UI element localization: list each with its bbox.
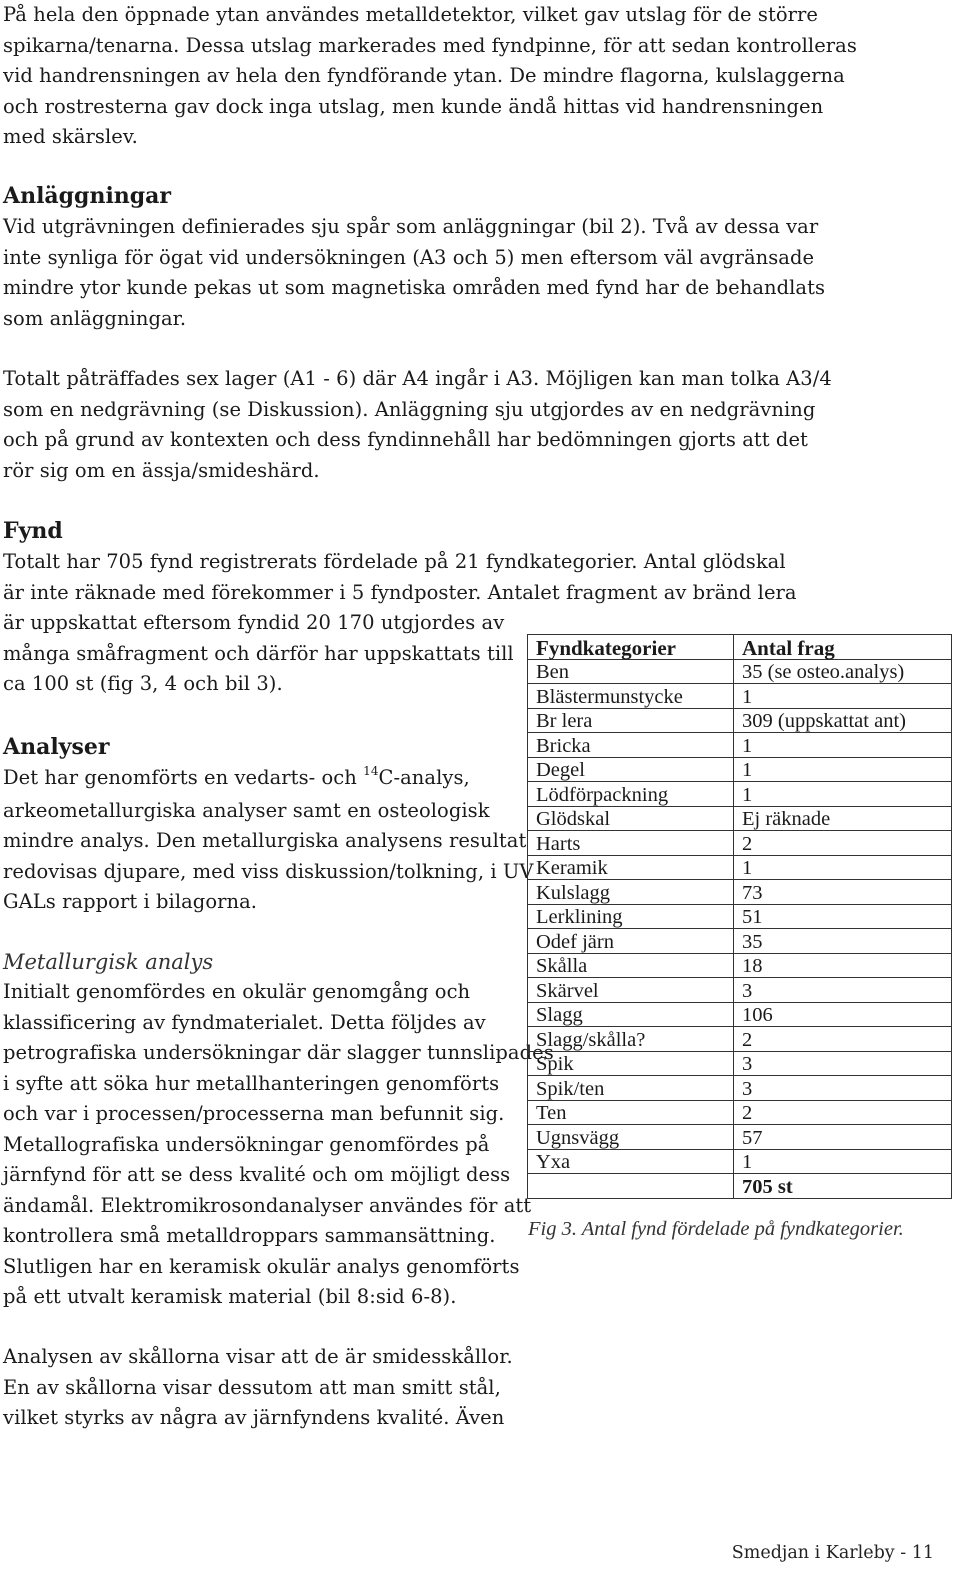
table-row [528,978,952,1003]
category-cell: Degel [528,757,734,782]
text-line: mindre ytor kunde pekas ut som magnetiska områden med fynd har de behandlats [3,276,826,299]
text-fragment: Det har genomförts en vedarts- och [3,766,364,789]
text-line: Initialt genomfördes en okulär genomgång och [3,980,471,1003]
table-row [528,1002,952,1027]
section-heading-analyser: Analyser [3,734,110,760]
text-line: på ett utvalt keramisk material (bil 8:sid 6-8). [3,1285,457,1308]
category-cell: Harts [528,831,734,856]
text-line: En av skållorna visar dessutom att man smitt stål, [3,1375,501,1399]
table-row [528,1125,952,1150]
text-line: med skärslev. [3,125,138,148]
category-cell: Blästermunstycke [528,684,734,709]
section-heading-anlaggningar: Anläggningar [3,183,172,209]
superscript-isotope: 14 [363,764,379,778]
table-row [528,733,952,758]
count-cell: 1 [734,757,952,782]
fynd-paragraph-full [3,547,797,608]
table-body [528,659,952,1198]
category-cell: Lödförpackning [528,782,734,807]
text-line: som en nedgrävning (se Diskussion). Anläggning sju utgjordes av en nedgrävning [3,397,816,421]
text-line: Vid utgrävningen definierades sju spår som anläggningar (bil 2). Två av dessa var [3,215,819,238]
table-row [528,953,952,978]
category-cell: Br lera [528,708,734,733]
text-line: Analysen av skållorna visar att de är smidesskållor. [3,1345,513,1368]
text-line: På hela den öppnade ytan användes metalldetektor, vilket gav utslag för de större [3,3,818,26]
text-line: Totalt påträffades sex lager (A1 - 6) där A4 ingår i A3. Möjligen kan man tolka A3/4 [3,367,832,390]
column-header: Antal frag [734,635,952,660]
text-line: vid handrensningen av hela den fyndförande ytan. De mindre flagorna, kulslaggerna [3,64,845,87]
category-cell: Skålla [528,953,734,978]
count-cell: 2 [734,1100,952,1125]
count-cell: 1 [734,733,952,758]
text-line: ändamål. Elektromikrosondanalyser användes för att [3,1193,532,1217]
anlaggningar-paragraph-1 [3,212,826,334]
text-line: och på grund av kontexten och dess fyndinnehåll har bedömningen gjorts att det [3,428,808,451]
count-cell: 3 [734,978,952,1003]
table-row [528,1076,952,1101]
category-cell: Glödskal [528,806,734,831]
table-row [528,855,952,880]
count-cell: 1 [734,684,952,709]
table-row [528,708,952,733]
text-line: mindre analys. Den metallurgiska analysens resultat [3,829,527,852]
subheading-metallurgisk-analys: Metallurgisk analys [3,950,214,974]
category-cell: Keramik [528,855,734,880]
category-cell: Spik/ten [528,1076,734,1101]
text-line: är inte räknade med förekommer i 5 fyndposter. Antalet fragment av bränd lera [3,580,797,604]
category-cell: Bricka [528,733,734,758]
fynd-table [527,634,952,1199]
category-cell: Slagg [528,1002,734,1027]
table-row [528,929,952,954]
text-line: ca 100 st (fig 3, 4 och bil 3). [3,672,283,695]
count-cell: 51 [734,904,952,929]
table-row [528,757,952,782]
category-cell: Ten [528,1100,734,1125]
count-cell: 1 [734,782,952,807]
count-cell: 1 [734,1149,952,1174]
anlaggningar-paragraph-2 [3,364,832,486]
text-line [3,763,498,796]
text-line: redovisas djupare, med viss diskussion/tolkning, i UV [3,859,534,883]
category-cell: Ugnsvägg [528,1125,734,1150]
table-row [528,782,952,807]
table-row [528,684,952,709]
category-cell: Skärvel [528,978,734,1003]
table-header-row [528,635,952,660]
text-line: Slutligen har en keramisk okulär analys genomförts [3,1254,520,1278]
total-label-cell [528,1174,734,1199]
text-fragment: C-analys, [378,766,470,789]
text-line: kontrollera små metalldroppars sammansättning. [3,1224,496,1247]
table-row [528,880,952,905]
text-line: klassificering av fyndmaterialet. Detta följdes av [3,1010,486,1034]
text-line: många småfragment och därför har uppskattats till [3,641,514,665]
text-line: Totalt har 705 fynd registrerats fördelade på 21 fyndkategorier. Antal glödskal [3,550,786,573]
table-row [528,1100,952,1125]
column-header: Fyndkategorier [528,635,734,660]
count-cell: 57 [734,1125,952,1150]
text-line: arkeometallurgiska analyser samt en osteologisk [3,798,490,822]
text-line: i syfte att söka hur metallhanteringen genomförts [3,1071,500,1095]
count-cell: 309 (uppskattat ant) [734,708,952,733]
text-line: och var i processen/processerna man befunnit sig. [3,1102,505,1125]
count-cell: 73 [734,880,952,905]
text-line: GALs rapport i bilagorna. [3,890,258,913]
section-heading-fynd: Fynd [3,518,63,544]
analyser-paragraph [3,763,534,918]
table-row [528,831,952,856]
category-cell: Kulslagg [528,880,734,905]
text-line: Metallografiska undersökningar genomfördes på [3,1132,490,1156]
count-cell: 3 [734,1076,952,1101]
table-total-row [528,1174,952,1199]
table-row [528,1051,952,1076]
table-row [528,659,952,684]
count-cell: 2 [734,831,952,856]
count-cell: 18 [734,953,952,978]
count-cell: Ej räknade [734,806,952,831]
text-line: rör sig om en ässja/smideshärd. [3,458,320,482]
table-row [528,1027,952,1052]
text-line: och rostresterna gav dock inga utslag, men kunde ändå hittas vid handrensningen [3,94,824,118]
intro-paragraph [3,0,857,153]
fynd-paragraph-narrow [3,608,514,700]
text-line: som anläggningar. [3,306,187,330]
table-row [528,806,952,831]
table-row [528,1149,952,1174]
count-cell: 3 [734,1051,952,1076]
category-cell: Slagg/skålla? [528,1027,734,1052]
text-line: är uppskattat eftersom fyndid 20 170 utgjordes av [3,611,505,634]
text-line: spikarna/tenarna. Dessa utslag markerades med fyndpinne, för att sedan kontrolleras [3,33,857,57]
total-count-cell: 705 st [734,1174,952,1199]
category-cell: Odef järn [528,929,734,954]
page-footer: Smedjan i Karleby - 11 [731,1543,934,1563]
count-cell: 1 [734,855,952,880]
category-cell: Lerklining [528,904,734,929]
skallor-paragraph [3,1342,513,1434]
count-cell: 106 [734,1002,952,1027]
text-line: vilket styrks av några av järnfyndens kvalité. Även [3,1406,505,1429]
text-line: petrografiska undersökningar där slagger tunnslipades [3,1041,554,1064]
count-cell: 2 [734,1027,952,1052]
category-cell: Spik [528,1051,734,1076]
count-cell: 35 (se osteo.analys) [734,659,952,684]
text-line: järnfynd för att se dess kvalité och om möjligt dess [3,1163,511,1186]
table-row [528,904,952,929]
count-cell: 35 [734,929,952,954]
text-line: inte synliga för ögat vid undersökningen (A3 och 5) men eftersom väl avgränsade [3,245,815,269]
category-cell: Yxa [528,1149,734,1174]
category-cell: Ben [528,659,734,684]
figure-caption: Fig 3. Antal fynd fördelade på fyndkategorier. [528,1218,904,1240]
